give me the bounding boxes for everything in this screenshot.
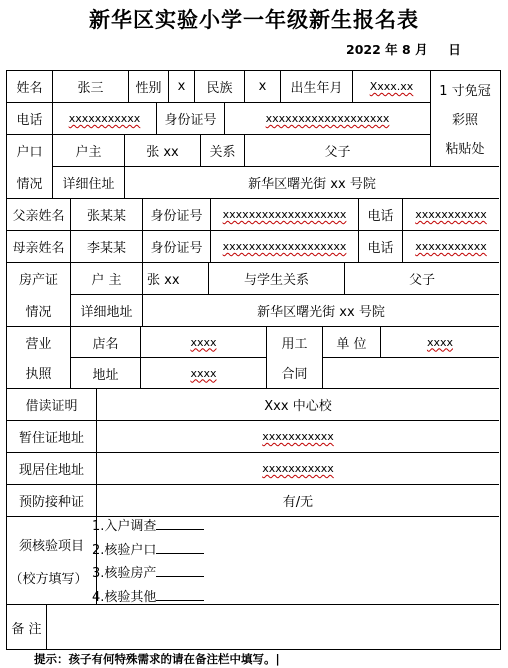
father-id-cell	[211, 199, 359, 231]
father-phone[interactable]: xxxxxxxxxxx	[415, 208, 487, 221]
contract-label-bottom: 合同	[281, 367, 308, 383]
property-relation[interactable]: 父子	[345, 263, 499, 295]
father-label: 父亲姓名	[7, 199, 71, 231]
name-label: 姓名	[7, 71, 53, 103]
father-id-label: 身份证号	[143, 199, 211, 231]
property-label-top: 房产证	[18, 273, 58, 289]
mother-id-cell	[211, 231, 359, 263]
property-holder-label: 户 主	[71, 263, 143, 295]
temp-address-cell	[97, 421, 499, 453]
verify-label-top: 须核验项目	[18, 538, 84, 554]
shop-addr[interactable]: xxxx	[190, 366, 217, 380]
property-address-label: 详细地址	[71, 295, 143, 327]
verify-blank[interactable]	[156, 588, 204, 601]
verify-label-bottom: （校方填写）	[9, 571, 88, 587]
date-month-unit: 月	[415, 42, 428, 57]
mother-phone-label: 电话	[359, 231, 403, 263]
birth-cell	[353, 71, 431, 103]
shop-label: 店名	[71, 327, 141, 358]
photo-text-2: 彩照	[451, 113, 478, 128]
verify-blank[interactable]	[156, 541, 204, 554]
mother-id-label: 身份证号	[143, 231, 211, 263]
property-label-bottom: 情况	[25, 304, 52, 320]
date-month: 8	[402, 42, 411, 57]
business-label-top: 营业	[25, 336, 52, 352]
student-id[interactable]: xxxxxxxxxxxxxxxxxxx	[265, 112, 390, 125]
phone-label: 电话	[7, 103, 53, 135]
loan-label: 借读证明	[7, 389, 97, 421]
verify-item[interactable]	[92, 539, 204, 563]
current-address-label: 现居住地址	[7, 453, 97, 485]
temp-address-label: 暂住证地址	[7, 421, 97, 453]
unit-name[interactable]: xxxx	[426, 335, 454, 349]
birth-label: 出生年月	[281, 71, 353, 103]
mother-name[interactable]: 李某某	[71, 231, 143, 263]
student-birth[interactable]: Xxxx.xx	[369, 80, 414, 93]
current-address-cell	[97, 453, 499, 485]
verify-item-label: 3.核验房产	[92, 566, 157, 581]
date-year-unit: 年	[385, 42, 398, 57]
student-ethnicity[interactable]: x	[245, 71, 281, 103]
date-day-unit: 日	[448, 42, 461, 57]
form-title: 新华区实验小学一年级新生报名表	[89, 8, 419, 32]
phone-cell	[53, 103, 157, 135]
verify-item-label: 1.入户调查	[92, 519, 157, 534]
photo-box	[431, 71, 499, 167]
property-label	[7, 263, 71, 327]
shop-addr-cell	[141, 358, 267, 389]
form-date	[346, 40, 461, 58]
property-address[interactable]: 新华区曙光街 xx 号院	[143, 295, 499, 327]
temp-address-value[interactable]: xxxxxxxxxxx	[262, 430, 334, 443]
verify-item[interactable]	[92, 586, 204, 610]
shop-addr-label: 地址	[71, 358, 141, 389]
footer-tip: 提示：孩子有何特殊需求的请在备注栏中填写。|	[34, 652, 280, 666]
contract-label-top: 用工	[281, 336, 308, 352]
property-holder[interactable]: 张 xx	[143, 263, 209, 295]
contract-label	[267, 327, 323, 389]
mother-id[interactable]: xxxxxxxxxxxxxxxxxxx	[222, 240, 347, 253]
father-phone-label: 电话	[359, 199, 403, 231]
hukou-relation[interactable]: 父子	[245, 135, 431, 167]
student-name[interactable]: 张三	[53, 71, 129, 103]
father-name[interactable]: 张某某	[71, 199, 143, 231]
id-label: 身份证号	[157, 103, 225, 135]
hukou-label	[7, 135, 53, 199]
student-phone[interactable]: xxxxxxxxxxx	[68, 112, 141, 125]
hukou-address[interactable]: 新华区曙光街 xx 号院	[125, 167, 499, 199]
property-relation-label: 与学生关系	[209, 263, 345, 295]
verify-checklist	[92, 515, 204, 609]
shop-cell	[141, 327, 267, 358]
current-address-value[interactable]: xxxxxxxxxxx	[262, 462, 334, 475]
father-phone-cell	[403, 199, 499, 231]
shop-name[interactable]: xxxx	[190, 335, 217, 349]
contract-blank[interactable]	[323, 358, 499, 389]
business-label	[7, 327, 71, 389]
hukou-relation-label: 关系	[201, 135, 245, 167]
unit-label: 单 位	[323, 327, 381, 358]
vaccine-label: 预防接种证	[7, 485, 97, 517]
mother-label: 母亲姓名	[7, 231, 71, 263]
remarks-field[interactable]	[47, 605, 499, 649]
verify-item[interactable]	[92, 515, 204, 539]
loan-value[interactable]: Xxx 中心校	[97, 389, 499, 421]
hukou-address-label: 详细住址	[53, 167, 125, 199]
verify-blank[interactable]	[156, 517, 204, 530]
remarks-label: 备 注	[7, 605, 47, 649]
verify-item[interactable]	[92, 562, 204, 586]
mother-phone[interactable]: xxxxxxxxxxx	[415, 240, 487, 253]
mother-phone-cell	[403, 231, 499, 263]
father-id[interactable]: xxxxxxxxxxxxxxxxxxx	[222, 208, 347, 221]
photo-text-3: 粘贴处	[445, 142, 485, 157]
unit-cell	[381, 327, 499, 358]
business-label-bottom: 执照	[25, 367, 52, 383]
date-year: 2022	[346, 42, 381, 57]
vaccine-value[interactable]: 有/无	[97, 485, 499, 517]
verify-blank[interactable]	[156, 564, 204, 577]
hukou-label-bottom: 情况	[16, 176, 43, 192]
hukou-label-top: 户口	[16, 145, 43, 161]
gender-label: 性别	[129, 71, 169, 103]
id-cell	[225, 103, 431, 135]
verify-item-label: 4.核验其他	[92, 589, 157, 605]
verify-label	[7, 517, 97, 605]
registration-form	[6, 70, 501, 650]
ethnicity-label: 民族	[195, 71, 245, 103]
student-gender[interactable]: x	[169, 71, 195, 103]
photo-text-1: 1 寸免冠	[439, 84, 491, 99]
verify-item-label: 2.核验户口	[92, 542, 157, 558]
hukou-holder[interactable]: 张 xx	[125, 135, 201, 167]
hukou-holder-label: 户主	[53, 135, 125, 167]
